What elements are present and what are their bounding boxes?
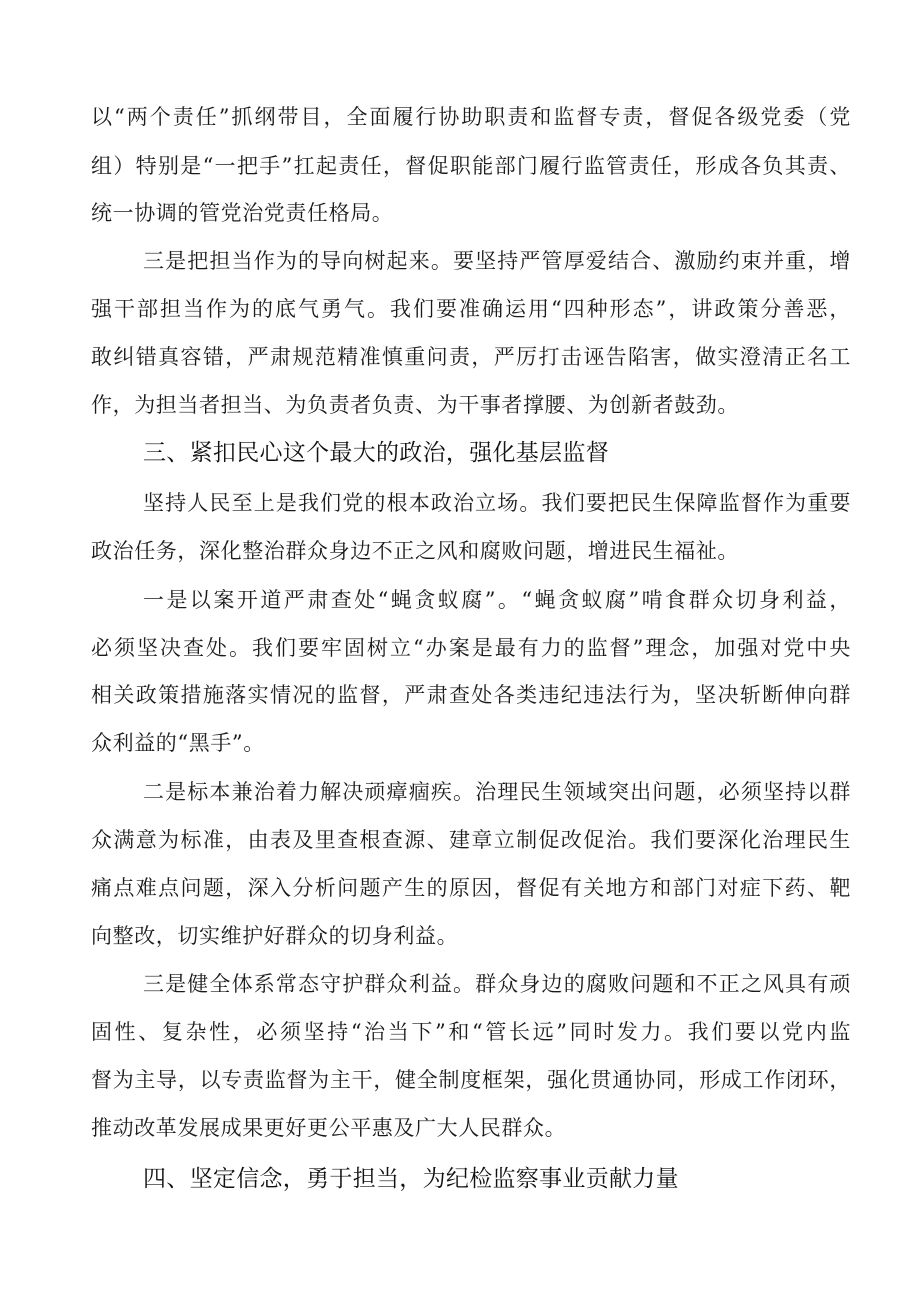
paragraph-line: 相关政策措施落实情况的监督，严肃查处各类违纪违法行为，坚决斩断伸向群 — [91, 683, 851, 707]
section-heading-four: 四、坚定信念，勇于担当，为纪检监察事业贡献力量 — [143, 1166, 679, 1192]
paragraph-line: 统一协调的管党治党责任格局。 — [91, 201, 394, 225]
paragraph-line: 督为主导，以专责监督为主干，健全制度框架，强化贯通协同，形成工作闭环， — [91, 1068, 851, 1092]
paragraph-line: 以“两个责任”抓纲带目，全面履行协助职责和监督专责，督促各级党委（党 — [91, 105, 851, 129]
section-heading-three: 三、紧扣民心这个最大的政治，强化基层监督 — [143, 440, 609, 466]
paragraph-line: 痛点难点问题，深入分析问题产生的原因，督促有关地方和部门对症下药、靶 — [91, 876, 851, 900]
paragraph-line: 政治任务，深化整治群众身边不正之风和腐败问题，增进民生福祉。 — [91, 539, 739, 563]
paragraph-line: 二是标本兼治着力解决顽瘴痼疾。治理民生领域突出问题，必须坚持以群 — [143, 780, 851, 804]
paragraph-line: 强干部担当作为的底气勇气。我们要准确运用“四种形态”，讲政策分善恶， — [91, 297, 851, 321]
paragraph-line: 固性、复杂性，必须坚持“治当下”和“管长远”同时发力。我们要以党内监 — [91, 1020, 851, 1044]
paragraph-line: 敢纠错真容错，严肃规范精准慎重问责，严厉打击诬告陷害，做实澄清正名工 — [91, 345, 851, 369]
paragraph-line: 推动改革发展成果更好更公平惠及广大人民群众。 — [91, 1116, 567, 1140]
paragraph-line: 组）特别是“一把手”扛起责任，督促职能部门履行监管责任，形成各负其责、 — [91, 154, 851, 178]
paragraph-line: 向整改，切实维护好群众的切身利益。 — [91, 924, 459, 948]
paragraph-line: 坚持人民至上是我们党的根本政治立场。我们要把民生保障监督作为重要 — [143, 491, 851, 515]
paragraph-line: 众满意为标准，由表及里查根查源、建章立制促改促治。我们要深化治理民生 — [91, 828, 851, 852]
paragraph-line: 三是健全体系常态守护群众利益。群众身边的腐败问题和不正之风具有顽 — [143, 972, 851, 996]
paragraph-line: 三是把担当作为的导向树起来。要坚持严管厚爱结合、激励约束并重，增 — [143, 249, 851, 273]
paragraph-line: 必须坚决查处。我们要牢固树立“办案是最有力的监督”理念，加强对党中央 — [91, 636, 851, 660]
paragraph-line: 众利益的“黑手”。 — [91, 731, 265, 755]
paragraph-line: 作，为担当者担当、为负责者负责、为干事者撑腰、为创新者鼓劲。 — [91, 393, 739, 417]
paragraph-line: 一是以案开道严肃查处“蝇贪蚁腐”。“蝇贪蚁腐”啃食群众切身利益， — [143, 588, 851, 612]
